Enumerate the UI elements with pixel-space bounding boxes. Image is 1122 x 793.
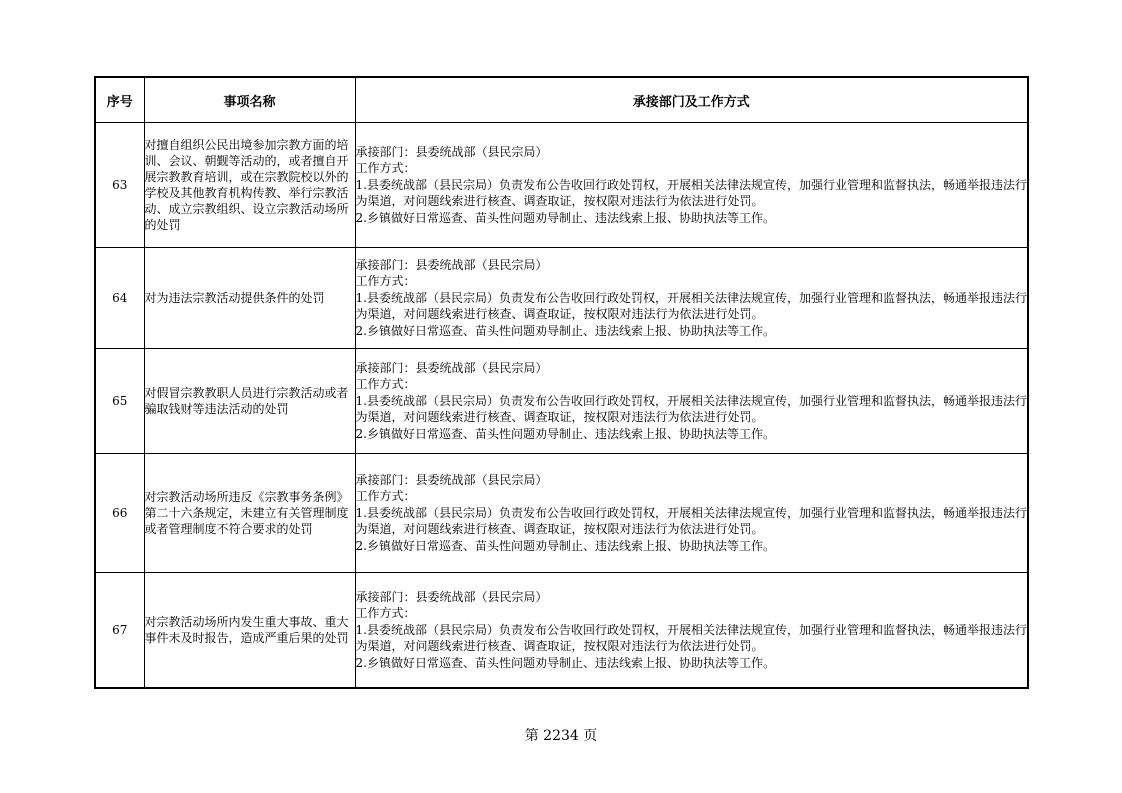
row-dept <box>355 123 1028 248</box>
method-step-2: 2.乡镇做好日常巡查、苗头性问题劝导制止、违法线索上报、协助执法等工作。 <box>355 210 775 225</box>
data-table <box>94 76 1029 689</box>
row-no: 64 <box>95 248 144 349</box>
method-line: 工作方式： <box>355 274 416 289</box>
dept-line: 承接部门：县委统战部（县民宗局） <box>355 257 548 272</box>
method-step-1: 1.县委统战部（县民宗局）负责发布公告收回行政处罚权，开展相关法律法规宣传，加强行业管理和监督执法，畅通举报违法行为渠道，对问题线索进行核查、调查取证，按权限对违法行为依法进行处罚。 <box>355 177 1027 209</box>
row-dept <box>355 248 1028 349</box>
method-line: 工作方式： <box>355 161 416 176</box>
method-step-1: 1.县委统战部（县民宗局）负责发布公告收回行政处罚权，开展相关法律法规宣传，加强行业管理和监督执法，畅通举报违法行为渠道，对问题线索进行核查、调查取证，按权限对违法行为依法进行处罚。 <box>355 393 1027 425</box>
header-dept: 承接部门及工作方式 <box>355 77 1028 123</box>
table-row <box>95 248 1028 349</box>
table-row <box>95 349 1028 454</box>
header-row <box>95 77 1028 123</box>
row-no: 65 <box>95 349 144 454</box>
method-step-2: 2.乡镇做好日常巡查、苗头性问题劝导制止、违法线索上报、协助执法等工作。 <box>355 323 775 338</box>
method-line: 工作方式： <box>355 489 416 504</box>
method-step-1: 1.县委统战部（县民宗局）负责发布公告收回行政处罚权，开展相关法律法规宣传，加强行业管理和监督执法，畅通举报违法行为渠道，对问题线索进行核查、调查取证，按权限对违法行为依法进行处罚。 <box>355 505 1027 537</box>
table-row <box>95 454 1028 573</box>
table-row <box>95 573 1028 688</box>
row-dept <box>355 349 1028 454</box>
dept-line: 承接部门：县委统战部（县民宗局） <box>355 144 548 159</box>
row-item: 对宗教活动场所违反《宗教事务条例》第二十六条规定，未建立有关管理制度或者管理制度不符合要求的处罚 <box>144 454 355 573</box>
method-line: 工作方式： <box>355 606 416 620</box>
header-no: 序号 <box>95 77 144 123</box>
row-no: 66 <box>95 454 144 573</box>
row-item: 对宗教活动场所内发生重大事故、重大事件未及时报告，造成严重后果的处罚 <box>144 573 355 688</box>
row-dept <box>355 454 1028 573</box>
row-no: 67 <box>95 573 144 688</box>
row-no: 63 <box>95 123 144 248</box>
row-item: 对假冒宗教教职人员进行宗教活动或者骗取钱财等违法活动的处罚 <box>144 349 355 454</box>
dept-line: 承接部门：县委统战部（县民宗局） <box>355 360 548 375</box>
method-step-1: 1.县委统战部（县民宗局）负责发布公告收回行政处罚权，开展相关法律法规宣传，加强行业管理和监督执法，畅通举报违法行为渠道，对问题线索进行核查、调查取证，按权限对违法行为依法进行处罚。 <box>355 290 1027 322</box>
table-row <box>95 123 1028 248</box>
row-item: 对为违法宗教活动提供条件的处罚 <box>144 248 355 349</box>
header-item: 事项名称 <box>144 77 355 123</box>
method-step-1: 1.县委统战部（县民宗局）负责发布公告收回行政处罚权，开展相关法律法规宣传，加强行业管理和监督执法，畅通举报违法行为渠道，对问题线索进行核查、调查取证，按权限对违法行为依法进行处罚。 <box>355 622 1027 653</box>
method-step-2: 2.乡镇做好日常巡查、苗头性问题劝导制止、违法线索上报、协助执法等工作。 <box>355 655 775 670</box>
row-dept <box>355 573 1028 688</box>
row-item: 对擅自组织公民出境参加宗教方面的培训、会议、朝觐等活动的，或者擅自开展宗教教育培训，或在宗教院校以外的学校及其他教育机构传教、举行宗教活动、成立宗教组织、设立宗教活动场所的处罚 <box>144 123 355 248</box>
dept-line: 承接部门：县委统战部（县民宗局） <box>355 589 548 604</box>
method-step-2: 2.乡镇做好日常巡查、苗头性问题劝导制止、违法线索上报、协助执法等工作。 <box>355 538 775 553</box>
method-line: 工作方式： <box>355 377 416 392</box>
page-number: 第 2234 页 <box>524 728 598 744</box>
dept-line: 承接部门：县委统战部（县民宗局） <box>355 472 548 487</box>
method-step-2: 2.乡镇做好日常巡查、苗头性问题劝导制止、违法线索上报、协助执法等工作。 <box>355 426 775 441</box>
